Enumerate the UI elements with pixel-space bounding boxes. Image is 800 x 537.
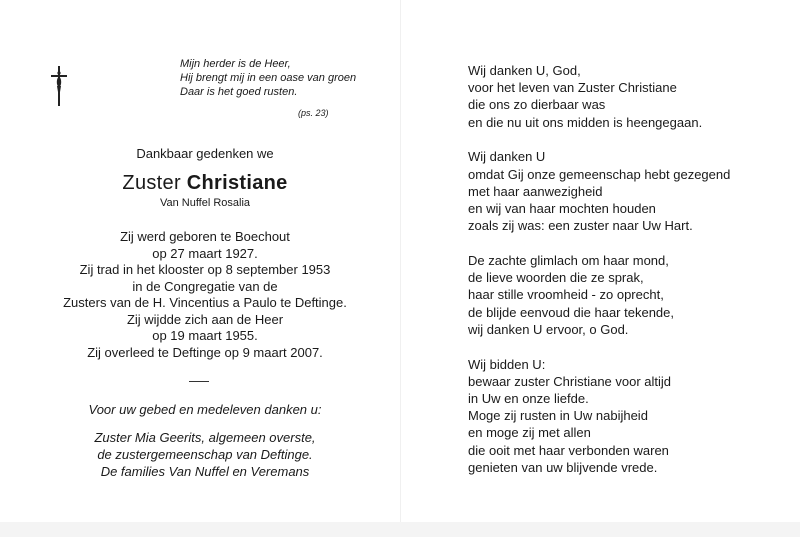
bio-line: op 27 maart 1927. (152, 245, 258, 261)
birth-name: Van Nuffel Rosalia (159, 197, 251, 209)
prayer-line: die ons zo dierbaar was (468, 97, 606, 113)
bio-line: Zij overleed te Deftinge op 9 maart 2007. (87, 344, 323, 360)
prayer-line: genieten van uw blijvende vrede. (468, 459, 658, 475)
prayer-line: en wij van haar mochten houden (468, 201, 656, 217)
bio-line: Zij werd geboren te Boechout (120, 229, 290, 244)
prayer-text (468, 62, 788, 494)
separator-dash (189, 381, 209, 382)
bio-line: in de Congregatie van de (132, 278, 278, 294)
prayer-stanza (468, 356, 788, 476)
bio-line: Zij trad in het klooster op 8 september 1953 (79, 262, 331, 277)
prayer-line: haar stille vroomheid - zo oprecht, (468, 287, 664, 303)
prayer-line: in Uw en onze liefde. (468, 391, 589, 407)
prayer-line: Wij bidden U: (468, 356, 546, 372)
prayer-line: met haar aanwezigheid (468, 183, 603, 199)
prayer-line: de blijde eenvoud die haar tekende, (468, 304, 674, 320)
prayer-line: de lieve woorden die ze sprak, (468, 270, 644, 286)
bio-line: op 19 maart 1955. (152, 328, 258, 343)
prayer-line: wij danken U ervoor, o God. (468, 321, 629, 337)
biography (40, 229, 370, 361)
crucifix-icon (50, 64, 68, 108)
prayer-line: bewaar zuster Christiane voor altijd (468, 373, 672, 389)
prayer-line: De zachte glimlach om haar mond, (468, 253, 669, 269)
verse-line: Mijn herder is de Heer, (180, 58, 291, 70)
prayer-line: omdat Gij onze gemeenschap hebt gezegend (468, 166, 731, 182)
signer-line: Zuster Mia Geerits, algemeen overste, (94, 430, 316, 445)
prayer-line: en moge zij met allen (468, 425, 591, 441)
verse-line: Daar is het goed rusten. (180, 86, 298, 98)
name-prefix: Zuster (122, 172, 187, 194)
verse-reference: (ps. 23) (298, 108, 329, 118)
deceased-name (40, 172, 370, 195)
prayer-line: Moge zij rusten in Uw nabijheid (468, 408, 648, 424)
prayer-stanza (468, 148, 788, 234)
intro-text: Dankbaar gedenken we (136, 146, 274, 161)
verse-line: Hij brengt mij in een oase van groen (180, 72, 357, 84)
prayer-line: Wij danken U, God, (468, 63, 581, 78)
prayer-line: Wij danken U (468, 149, 546, 165)
signer-line: De families Van Nuffel en Veremans (100, 464, 310, 479)
prayer-stanza (468, 252, 788, 338)
thanks-line: Voor uw gebed en medeleven danken u: (88, 402, 322, 417)
prayer-line: voor het leven van Zuster Christiane (468, 80, 677, 96)
signer-line: de zustergemeenschap van Deftinge. (97, 447, 313, 462)
name-main: Christiane (186, 172, 288, 194)
prayer-line: die ooit met haar verbonden waren (468, 442, 669, 458)
bio-line: Zij wijdde zich aan de Heer (126, 311, 284, 327)
signers (40, 429, 370, 480)
prayer-stanza (468, 62, 788, 131)
bio-line: Zusters van de H. Vincentius a Paulo te Deftinge. (63, 295, 347, 310)
prayer-line: zoals zij was: een zuster naar Uw Hart. (468, 218, 693, 234)
prayer-line: en die nu uit ons midden is heengegaan. (468, 114, 703, 130)
psalm-verse (180, 57, 380, 118)
card-fold (400, 0, 401, 522)
